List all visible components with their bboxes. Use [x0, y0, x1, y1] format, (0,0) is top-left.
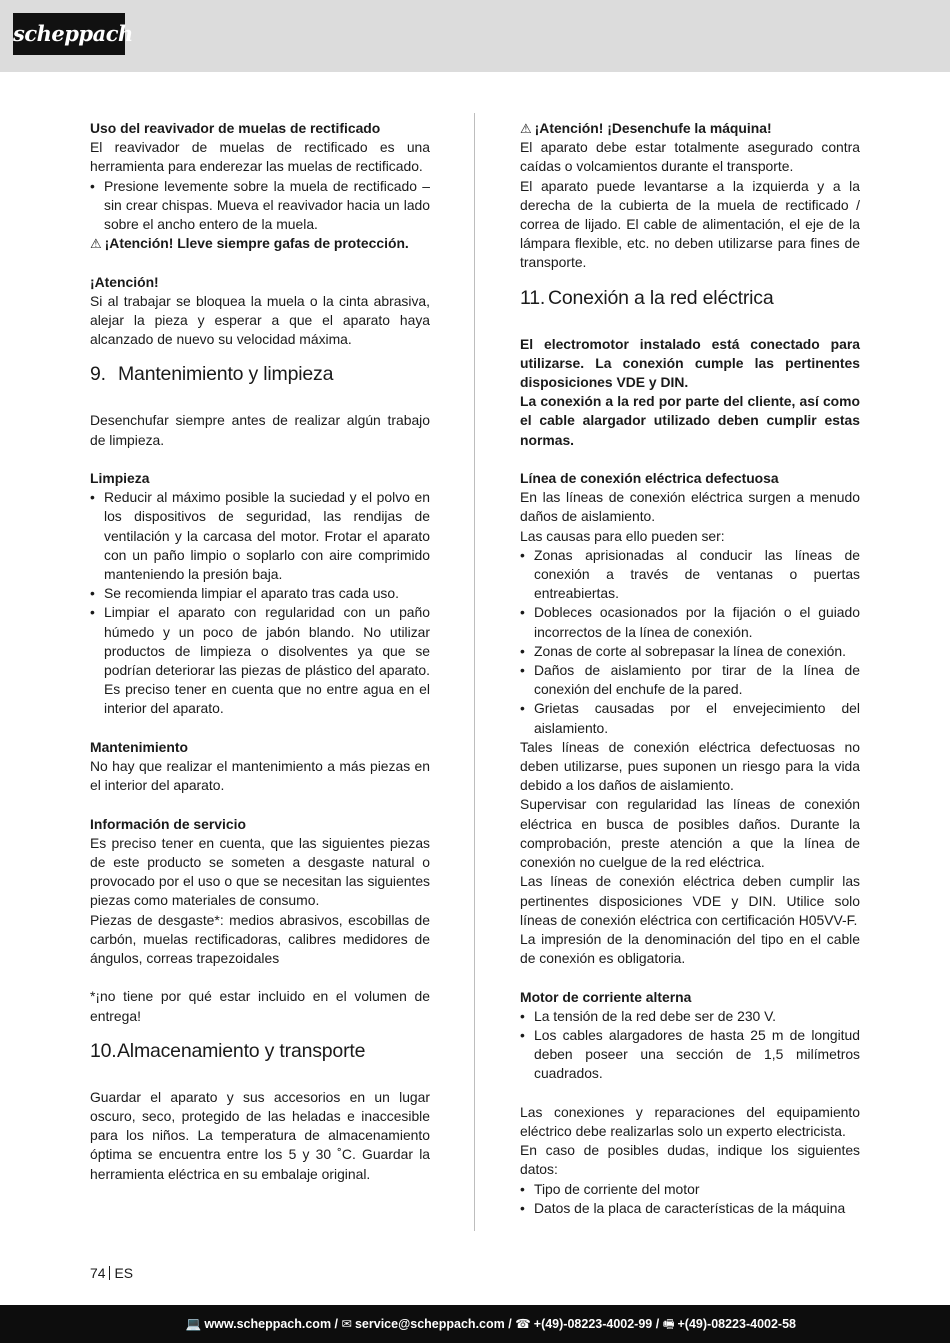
warning-triangle-icon: ⚠ [90, 236, 102, 252]
scheppach-logo: scheppach [13, 13, 125, 55]
transport-text-2: El aparato puede levantarse a la izquierda y a la derecha de la cubierta de la muela de rectificado / correa de lijado. El cable de alimentación, el eje de la lámpara flexible, etc. no deben utilizarse para fines de transporte. [520, 177, 860, 271]
section-11-heading [520, 286, 860, 310]
desenchufe-warning-text: ¡Atención! ¡Desenchufe la máquina! [534, 120, 772, 136]
header-band [0, 0, 950, 72]
fax-icon: 🖷 [662, 1317, 675, 1331]
limpieza-list [90, 488, 430, 718]
transport-text-1: El aparato debe estar totalmente asegurado contra caídas o volcamientos durante el transporte. [520, 139, 860, 175]
list-item: • Se recomienda limpiar el aparato tras cada uso. [90, 584, 430, 603]
motor-list [520, 1007, 860, 1084]
desenchufe-warning [520, 119, 860, 138]
mantenimiento-text: No hay que realizar el mantenimiento a más piezas en el interior del aparato. [90, 758, 430, 794]
atencion-text: Si al trabajar se bloquea la muela o la cinta abrasiva, alejar la pieza y esperar a que el aparato haya alcanzado de nuevo su velocidad máxima. [90, 292, 430, 348]
section-9-heading [90, 362, 430, 386]
linea-text-1: En las líneas de conexión eléctrica surgen a menudo daños de aislamiento. [520, 489, 860, 525]
atencion-heading: ¡Atención! [90, 273, 159, 290]
computer-icon: 💻 [185, 1317, 202, 1331]
section-number: 9. [90, 363, 106, 386]
linea-text-3: Tales líneas de conexión eléctrica defectuosas no deben utilizarse, pues suponen un riesgo para la vida debido a los daños de aislamiento. [520, 738, 860, 794]
list-item: • Grietas causadas por el envejecimiento del aislamiento. [520, 699, 860, 737]
list-item: • Tipo de corriente del motor [520, 1180, 860, 1199]
linea-text-2: Las causas para ello pueden ser: [520, 527, 725, 544]
reavivador-list [90, 177, 430, 235]
linea-text-6: La impresión de la denominación del tipo en el cable de conexión es obligatoria. [520, 930, 860, 967]
asterisk-note: *¡no tiene por qué estar incluido en el volumen de entrega! [90, 988, 430, 1024]
list-item: • Los cables alargadores de hasta 25 m de longitud deben poseer una sección de 1,5 milímetros cuadrados. [520, 1026, 860, 1084]
list-item: • Presione levemente sobre la muela de rectificado – sin crear chispas. Mueva el reavivador hacia un lado sobre el ancho entero de la muela. [90, 177, 430, 235]
dudas-text: En caso de posibles dudas, indique los siguientes datos: [520, 1142, 860, 1178]
warning-triangle-icon: ⚠ [520, 121, 532, 136]
list-item: • Zonas de corte al sobrepasar la línea de conexión. [520, 642, 860, 661]
email-link[interactable]: service@scheppach.com / [354, 1317, 512, 1331]
list-item: • Daños de aislamiento por tirar de la línea de conexión del enchufe de la pared. [520, 661, 860, 699]
linea-text-5: Las líneas de conexión eléctrica deben cumplir las pertinentes disposiciones VDE y DIN. Utilice solo líneas de conexión eléctrica con certificación H05VV-F. [520, 873, 860, 928]
reavivador-heading: Uso del reavivador de muelas de rectificado [90, 120, 381, 136]
website-link[interactable]: www.scheppach.com / [204, 1317, 339, 1331]
motor-heading: Motor de corriente alterna [520, 988, 692, 1005]
footer-band [0, 1305, 950, 1343]
limpieza-heading: Limpieza [90, 470, 150, 487]
list-item: • Zonas aprisionadas al conducir las líneas de conexión a través de ventanas o puertas entreabiertas. [520, 546, 860, 604]
list-item: • Dobleces ocasionados por la fijación o el guiado incorrectos de la línea de conexión. [520, 603, 860, 641]
language-code: ES [114, 1265, 133, 1281]
linea-text-4: Supervisar con regularidad las líneas de conexión eléctrica en busca de posibles daños. Durante la comprobación, preste atención a que la línea de conexión no cuelgue de la red eléctrica. [520, 796, 860, 871]
phone-number: +(49)-08223-4002-99 / [533, 1317, 660, 1331]
linea-list [520, 546, 860, 738]
section-10-text: Guardar el aparato y sus accesorios en un lugar oscuro, seco, protegido de las heladas e inaccesible para los niños. La temperatura de almacenamiento óptima se encuentra entre los 5 y 30 ˚C. Guardar la herramienta eléctrica en su embalaje original. [90, 1088, 430, 1182]
left-column [90, 119, 430, 1184]
mantenimiento-heading: Mantenimiento [90, 738, 189, 755]
mail-icon: ✉ [341, 1317, 352, 1331]
servicio-heading: Información de servicio [90, 815, 246, 832]
list-item: • Datos de la placa de características de la máquina [520, 1199, 860, 1218]
section-11-bold-1: El electromotor instalado está conectado para utilizarse. La conexión cumple las pertinentes disposiciones VDE y DIN. [520, 335, 860, 391]
section-number: 10. [90, 1039, 117, 1062]
right-column [520, 119, 860, 1218]
phone-icon: ☎ [515, 1317, 531, 1331]
section-9-intro: Desenchufar siempre antes de realizar algún trabajo de limpieza. [90, 412, 430, 448]
linea-heading: Línea de conexión eléctrica defectuosa [520, 470, 779, 487]
dudas-list [520, 1180, 860, 1218]
desgaste-text: Piezas de desgaste*: medios abrasivos, escobillas de carbón, muelas rectificadoras, calibres medidores de ángulos, correas trapezoidales [90, 911, 430, 967]
section-title: Conexión a la red eléctrica [548, 286, 774, 309]
section-10-heading [90, 1039, 430, 1063]
list-item: • Reducir al máximo posible la suciedad y el polvo en los dispositivos de seguridad, las rendijas de ventilación y la carcasa del motor. Frotar el aparato con un paño limpio o soplarlo con aire comprimido manteniendo la presión baja. [90, 488, 430, 584]
gafas-warning-text: ¡Atención! Lleve siempre gafas de protección. [104, 235, 409, 252]
list-item: • Limpiar el aparato con regularidad con un paño húmedo y un poco de jabón blando. No utilizar productos de limpieza o disolventes ya que se podrían deteriorar las piezas de plástico del aparato. Es preciso tener en cuenta que no entre agua en el interior del aparato. [90, 603, 430, 718]
fax-number: +(49)-08223-4002-58 [677, 1317, 796, 1331]
reavivador-text: El reavivador de muelas de rectificado es una herramienta para enderezar las muelas de rectificado. [90, 139, 430, 175]
section-title: Almacenamiento y transporte [117, 1039, 366, 1062]
page-number-value: 74 [90, 1265, 106, 1281]
column-divider [474, 113, 475, 1231]
experto-text: Las conexiones y reparaciones del equipamiento eléctrico debe realizarlas solo un experto electricista. [520, 1103, 860, 1139]
footer-contacts [186, 1305, 796, 1343]
page-number-separator [109, 1266, 110, 1280]
list-item: • La tensión de la red debe ser de 230 V. [520, 1007, 860, 1026]
section-title: Mantenimiento y limpieza [118, 363, 334, 386]
section-number: 11. [520, 286, 546, 309]
section-11-bold-2: La conexión a la red por parte del cliente, así como el cable alargador utilizado deben cumplir estas normas. [520, 393, 860, 448]
gafas-warning [90, 234, 430, 253]
page-number [90, 1265, 133, 1281]
servicio-text: Es preciso tener en cuenta, que las siguientes piezas de este producto se someten a desgaste natural o provocado por el uso o que se necesitan las siguientes piezas como materiales de consumo. [90, 834, 430, 909]
